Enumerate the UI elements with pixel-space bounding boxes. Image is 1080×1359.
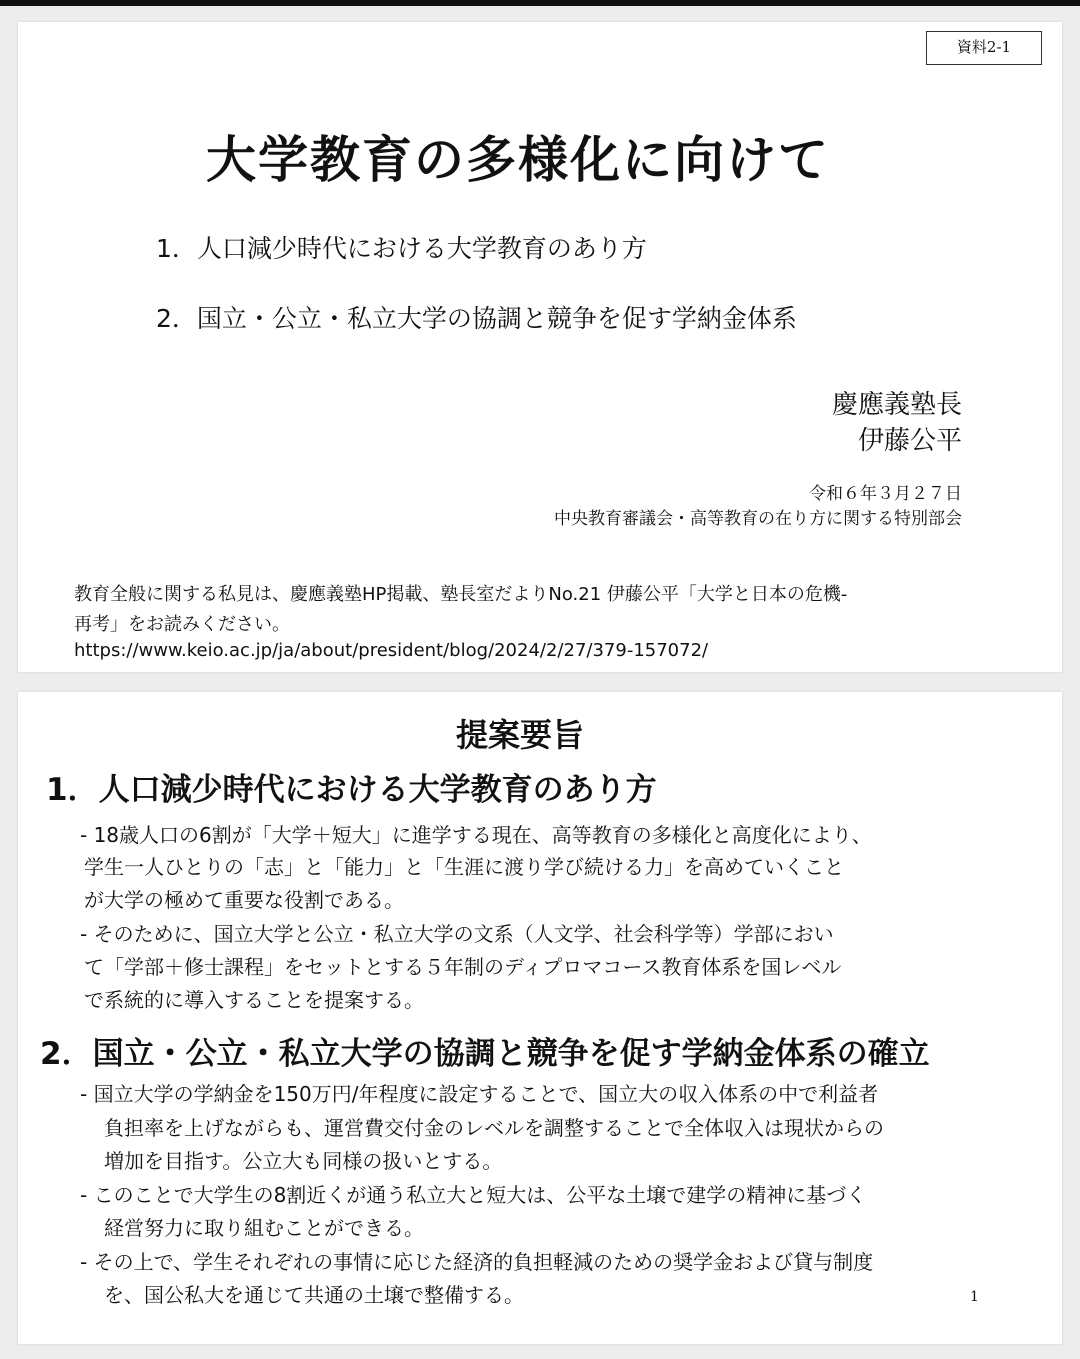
- bullet-line: 学生一人ひとりの「志」と「能力」と「生涯に渡り学び続ける力」を高めていくこと: [84, 855, 844, 879]
- bullet-line: で系統的に導入することを提案する。: [84, 988, 424, 1012]
- bullet-line: - このことで大学生の8割近くが通う私立大と短大は、公平な土壌で建学の精神に基づく: [80, 1183, 867, 1207]
- summary-slide: [18, 692, 1062, 1344]
- bullet-line: - 18歳人口の6割が「大学＋短大」に進学する現在、高等教育の多様化と高度化により、: [80, 823, 872, 847]
- top-bar: [0, 0, 1080, 6]
- note-url-link[interactable]: https://www.keio.ac.jp/ja/about/president/blog/2024/2/27/379-157072/: [74, 640, 709, 661]
- section-heading: 2．国立・公立・私立大学の協調と競争を促す学納金体系の確立: [40, 1036, 930, 1072]
- bullet-line: 経営努力に取り組むことができる。: [104, 1216, 424, 1240]
- bullet-line: が大学の極めて重要な役割である。: [84, 888, 404, 912]
- page-number: 1: [970, 1289, 979, 1305]
- note-text: 教育全般に関する私見は、慶應義塾HP掲載、塾長室だよりNo.21 伊藤公平「大学と日本の危機-: [74, 584, 848, 605]
- meeting-name: 中央教育審議会・高等教育の在り方に関する特別部会: [554, 509, 962, 529]
- note-text: 再考」をお読みください。: [74, 614, 290, 635]
- slide-title: 提案要旨: [455, 716, 584, 754]
- cover-slide: [18, 22, 1062, 672]
- agenda-item: 2．国立・公立・私立大学の協調と競争を促す学納金体系: [156, 304, 797, 333]
- bullet-line: - その上で、学生それぞれの事情に応じた経済的負担軽減のための奨学金および貸与制度: [80, 1250, 874, 1274]
- document-label: 資料2-1: [926, 31, 1042, 65]
- slide-title: 大学教育の多様化に向けて: [206, 131, 830, 189]
- bullet-line: て「学部＋修士課程」をセットとする５年制のディプロマコース教育体系を国レベル: [84, 955, 842, 979]
- section-heading: 1．人口減少時代における大学教育のあり方: [46, 772, 657, 808]
- bullet-line: - そのために、国立大学と公立・私立大学の文系（人文学、社会科学等）学部におい: [80, 922, 834, 946]
- presenter-title: 慶應義塾長: [831, 390, 962, 420]
- bullet-line: 増加を目指す。公立大も同様の扱いとする。: [104, 1149, 503, 1173]
- bullet-line: - 国立大学の学納金を150万円/年程度に設定することで、国立大の収入体系の中で利益者: [80, 1082, 879, 1106]
- agenda-item: 1．人口減少時代における大学教育のあり方: [156, 234, 647, 263]
- meeting-date: 令和６年３月２７日: [809, 484, 962, 504]
- presenter-name: 伊藤公平: [857, 426, 962, 456]
- bullet-line: を、国公私大を通じて共通の土壌で整備する。: [104, 1283, 524, 1307]
- bullet-line: 負担率を上げながらも、運営費交付金のレベルを調整することで全体収入は現状からの: [104, 1116, 884, 1140]
